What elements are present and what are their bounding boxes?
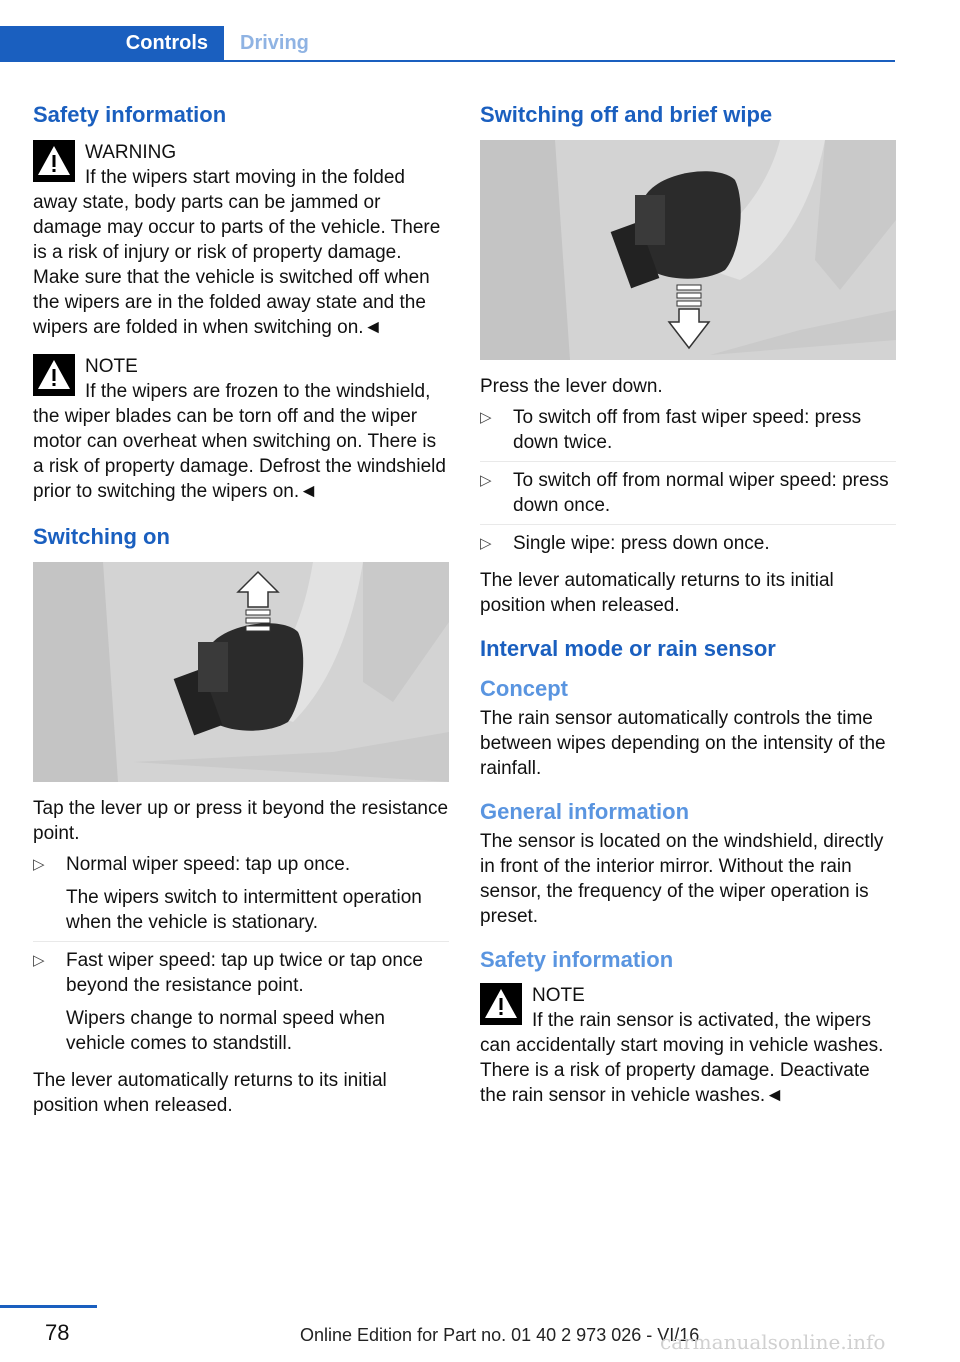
concept-text: The rain sensor automatically controls the time between wipes depending on the intensity of the rainfall. <box>480 708 886 779</box>
footer-rule <box>0 1305 97 1308</box>
lever-up-image <box>33 562 449 782</box>
list-item <box>480 405 896 462</box>
list-item <box>480 531 896 562</box>
left-column <box>33 100 449 1118</box>
triangle-bullet-icon: ▷ <box>480 409 492 426</box>
note-text: If the wipers are frozen to the windshield, the wiper blades can be torn off and the wiper motor can overheat when switching on. There is a risk of property damage. Defrost the windshield prior to switching the wipers on.◄ <box>33 381 446 502</box>
switching-on-heading: Switching on <box>33 524 170 549</box>
triangle-bullet-icon: ▷ <box>33 856 45 873</box>
triangle-bullet-icon: ▷ <box>33 952 45 969</box>
lever-returns-text: The lever automatically returns to its initial position when released. <box>33 1070 387 1116</box>
note-text: If the rain sensor is activated, the wipers can accidentally start moving in vehicle washes. There is a risk of property damage. Deactivate the rain sensor in vehicle washes.◄ <box>480 1010 884 1106</box>
lever-returns-text: The lever automatically returns to its initial position when released. <box>480 570 834 616</box>
switch-on-list <box>33 852 449 1062</box>
rain-sensor-note-block <box>480 983 896 1108</box>
press-down-text: Press the lever down. <box>480 376 663 397</box>
lever-down-illustration <box>480 140 896 360</box>
watermark-text: carmanualsonline.info <box>660 1330 886 1354</box>
general-information-heading: General information <box>480 799 690 824</box>
list-item <box>33 852 449 942</box>
safety-information-heading: Safety information <box>33 102 227 127</box>
warning-label: WARNING <box>85 142 177 163</box>
interval-mode-heading: Interval mode or rain sensor <box>480 636 776 661</box>
triangle-bullet-icon: ▷ <box>480 535 492 552</box>
note-label: NOTE <box>532 985 585 1006</box>
list-item <box>480 468 896 525</box>
warning-block <box>33 140 449 340</box>
lever-down-image <box>480 140 896 360</box>
tab-driving[interactable]: Driving <box>240 32 309 54</box>
list-item-text: Normal wiper speed: tap up once. <box>66 854 351 875</box>
warning-triangle-icon <box>480 983 522 1025</box>
safety-information-subheading: Safety information <box>480 947 674 972</box>
header-rule <box>0 60 895 62</box>
tab-controls[interactable]: Controls <box>0 26 224 60</box>
page-number: 78 <box>45 1320 70 1345</box>
edition-text: Online Edition for Part no. 01 40 2 973 026 - VI/16 <box>300 1325 700 1345</box>
warning-text: If the wipers start moving in the folded away state, body parts can be jammed or damage may occur to parts of the vehicle. There is a risk of injury or risk of property damage. Make sure that the vehicle is switched off when the wipers are in the folded away state and the wipers are folded in when switching on.◄ <box>33 167 441 338</box>
warning-triangle-icon <box>33 140 75 182</box>
warning-triangle-icon <box>33 354 75 396</box>
list-item-text: Fast wiper speed: tap up twice or tap once beyond the resistance point. <box>66 950 423 996</box>
tap-instructions: Tap the lever up or press it beyond the resistance point. <box>33 798 449 844</box>
list-item-subtext: The wipers switch to intermittent operation when the vehicle is stationary. <box>66 887 422 933</box>
triangle-bullet-icon: ▷ <box>480 472 492 489</box>
list-item-text: Single wipe: press down once. <box>513 533 770 554</box>
list-item-subtext: Wipers change to normal speed when vehicle comes to standstill. <box>66 1008 385 1054</box>
lever-up-illustration <box>33 562 449 782</box>
switch-off-list <box>480 405 896 562</box>
list-item-text: To switch off from fast wiper speed: press down twice. <box>513 407 862 453</box>
switching-off-heading: Switching off and brief wipe <box>480 102 773 127</box>
general-information-text: The sensor is located on the windshield, directly in front of the interior mirror. Without the rain sensor, the frequency of the wiper operation is preset. <box>480 831 884 927</box>
note-block <box>33 354 449 504</box>
note-label: NOTE <box>85 356 138 377</box>
list-item <box>33 948 449 1062</box>
list-item-text: To switch off from normal wiper speed: press down once. <box>513 470 889 516</box>
right-column <box>480 100 896 1122</box>
header-bar <box>0 26 895 60</box>
concept-heading: Concept <box>480 676 568 701</box>
